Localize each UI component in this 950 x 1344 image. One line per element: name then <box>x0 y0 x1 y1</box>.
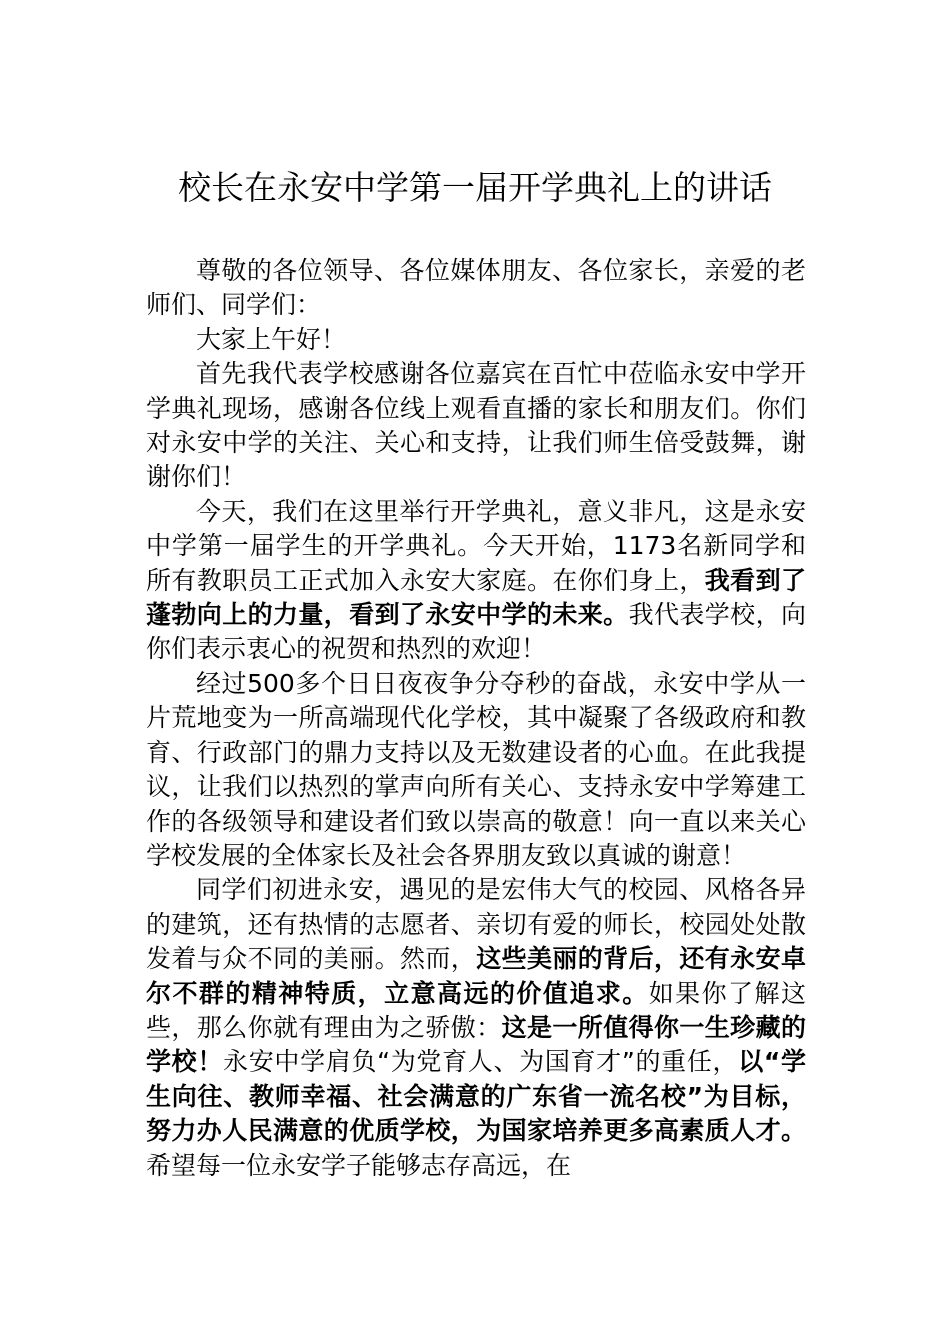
paragraph <box>146 873 806 1183</box>
text-segment: 经过500多个日日夜夜争分夺秒的奋战，永安中学从一片荒地变为一所高端现代化学校，其中凝聚了各级政府和教育、行政部门的鼎力支持以及无数建设者的心血。在此我提议，让我们以热烈的掌声向所有关心、支持永安中学筹建工作的各级领导和建设者们致以崇高的敬意！向一直以来关心学校发展的全体家长及社会各界朋友致以真诚的谢意！ <box>146 668 806 870</box>
bold-text-segment: 我看到了蓬勃向上的力量，看到了永安中学的未来。 <box>146 565 806 630</box>
text-segment: 如果你了解这些，那么你就有理由为之骄傲： <box>146 978 806 1042</box>
paragraph <box>146 323 806 357</box>
bold-text-segment: 这些美丽的背后，还有永安卓尔不群的精神特质，立意高远的价值追求。 <box>146 944 806 1008</box>
text-segment: 今天，我们在这里举行开学典礼，意义非凡，这是永安中学第一届学生的开学典礼。今天开始，1173名新同学和所有教职员工正式加入永安大家庭。在你们身上， <box>146 496 806 595</box>
paragraph <box>146 667 806 873</box>
text-segment: 永安中学肩负“为党育人、为国育才”的重任， <box>223 1047 739 1077</box>
text-segment: 尊敬的各位领导、各位媒体朋友、各位家长，亲爱的老师们、同学们： <box>146 256 806 320</box>
bold-text-segment: 这是一所值得你一生珍藏的学校！ <box>146 1012 806 1077</box>
text-segment: 首先我代表学校感谢各位嘉宾在百忙中莅临永安中学开学典礼现场，感谢各位线上观看直播的家长和朋友们。你们对永安中学的关注、关心和支持，让我们师生倍受鼓舞，谢谢你们！ <box>146 359 806 492</box>
text-segment: 同学们初进永安，遇见的是宏伟大气的校园、风格各异的建筑，还有热情的志愿者、亲切有爱的师长，校园处处散发着与众不同的美丽。然而， <box>146 875 806 974</box>
bold-text-segment: 以“学生向往、教师幸福、社会满意的广东省一流名校”为目标，努力办人民满意的优质学校，为国家培养更多高素质人才。 <box>146 1047 806 1146</box>
document-body <box>146 254 806 1183</box>
document-title: 校长在永安中学第一届开学典礼上的讲话 <box>178 168 772 207</box>
paragraph <box>146 357 806 495</box>
text-segment: 我代表学校，向你们表示衷心的祝贺和热烈的欢迎！ <box>146 600 806 664</box>
text-segment: 大家上午好！ <box>196 324 347 354</box>
paragraph <box>146 254 806 323</box>
text-segment: 希望每一位永安学子能够志存高远，在 <box>146 1150 572 1180</box>
paragraph <box>146 495 806 667</box>
